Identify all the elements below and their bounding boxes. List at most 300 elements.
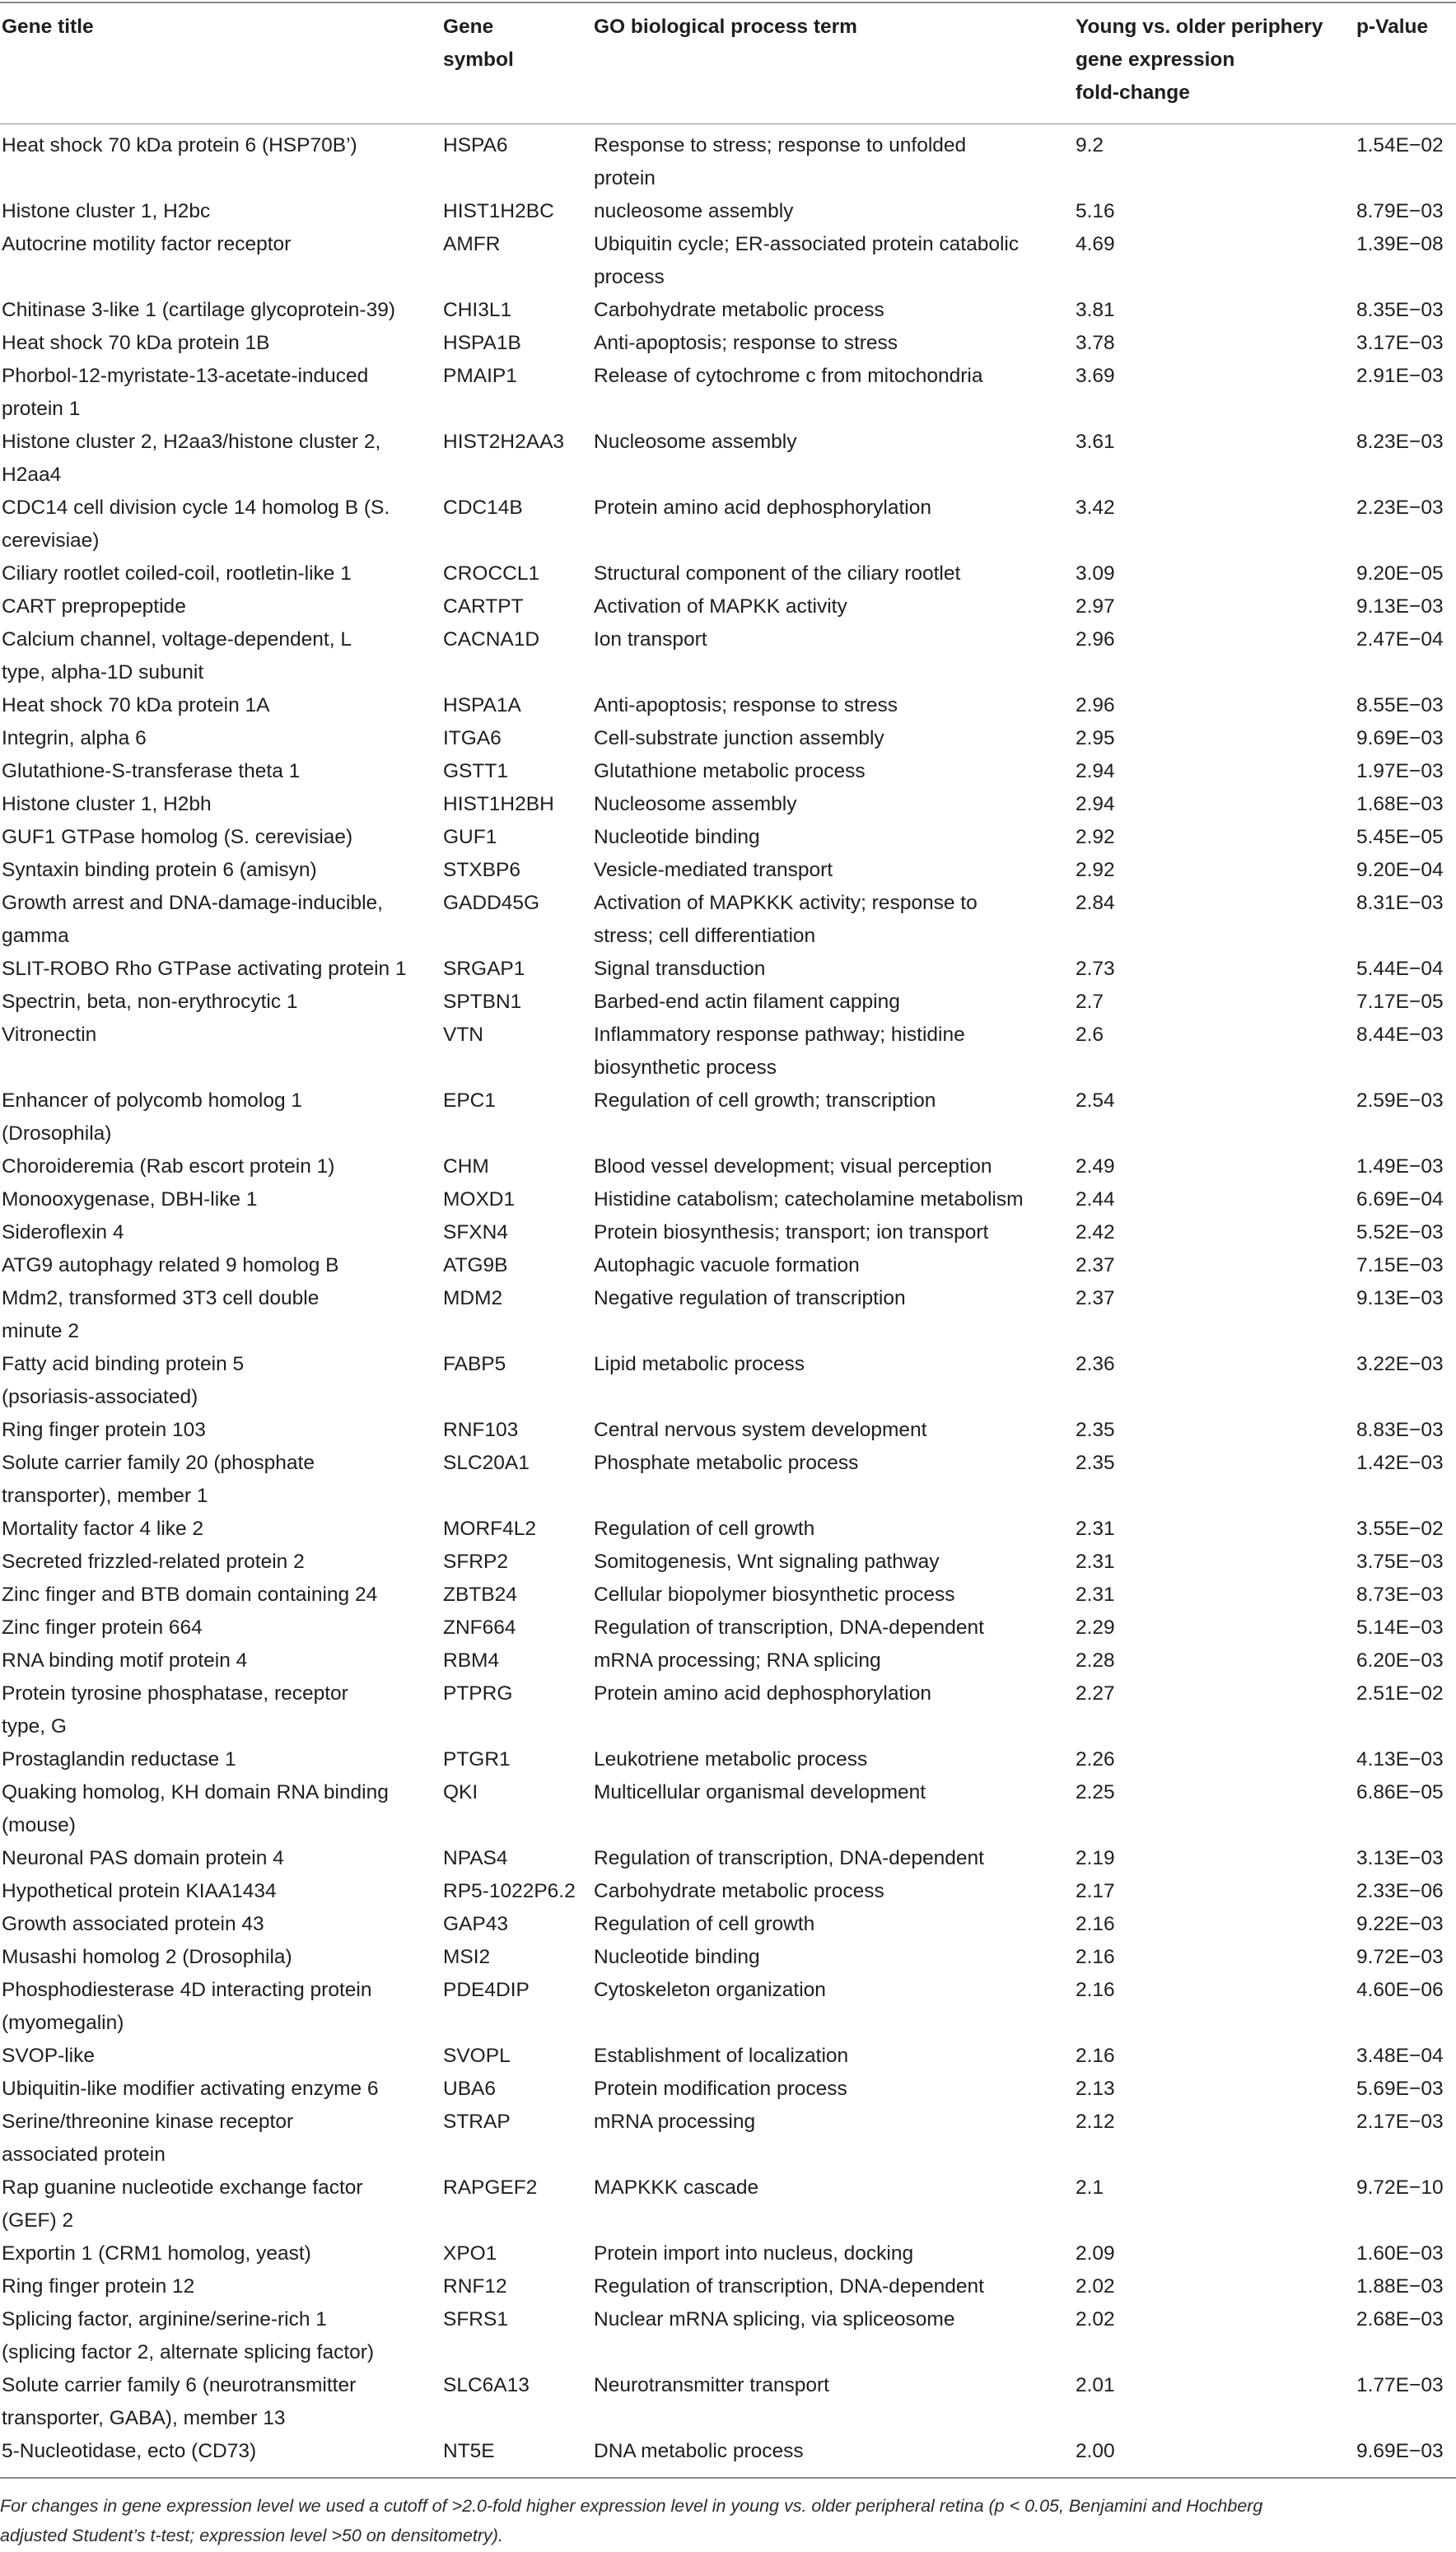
- go-term-cell-line: Establishment of localization: [594, 2045, 849, 2067]
- fold-change-cell-line: 2.31: [1076, 1518, 1115, 1540]
- fold-change-cell-line: 2.49: [1076, 1155, 1115, 1178]
- go-term-cell: [594, 1579, 954, 1612]
- gene-symbol-cell: [443, 1249, 508, 1282]
- gene-title-cell: [2, 1150, 334, 1183]
- p-value-cell-line: 9.69E−03: [1356, 727, 1444, 749]
- go-term-cell: [594, 2369, 829, 2402]
- gene-title-cell: [2, 887, 383, 953]
- gene-symbol-cell: [443, 788, 554, 821]
- gene-title-cell-line: Mdm2, transformed 3T3 cell double: [2, 1287, 320, 1309]
- p-value-cell: [1356, 492, 1444, 525]
- gene-symbol-cell-line: NT5E: [443, 2440, 495, 2462]
- p-value-cell: [1356, 2237, 1444, 2270]
- gene-symbol-cell-line: GUF1: [443, 826, 497, 848]
- go-term-cell-line: Cellular biopolymer biosynthetic process: [594, 1584, 955, 1606]
- go-term-cell: [594, 294, 884, 327]
- fold-change-cell-line: 2.92: [1076, 826, 1115, 848]
- gene-symbol-cell: [443, 953, 525, 986]
- gene-symbol-cell: [443, 1216, 508, 1249]
- gene-title-cell-line: transporter, GABA), member 13: [2, 2407, 286, 2429]
- fold-change-cell: [1076, 1908, 1115, 1941]
- fold-change-cell-line: 2.31: [1076, 1584, 1115, 1606]
- fold-change-cell-line: 2.37: [1076, 1254, 1115, 1276]
- p-value-cell: [1356, 1282, 1444, 1315]
- fold-change-cell-line: 2.42: [1076, 1221, 1115, 1243]
- p-value-cell: [1356, 1183, 1444, 1216]
- table-footnote: For changes in gene expression level we used a cutoff of >2.0-fold higher expression level in young vs. older peripheral retina (p < 0.05, Benjamini and Hochberg: [0, 2496, 1263, 2516]
- fold-change-cell: [1076, 2237, 1115, 2270]
- gene-title-cell: [2, 1941, 292, 1974]
- gene-symbol-cell: [443, 722, 502, 755]
- gene-title-cell: [2, 1183, 258, 1216]
- gene-symbol-cell-line: HIST2H2AA3: [443, 431, 565, 453]
- go-term-cell-line: mRNA processing; RNA splicing: [594, 1649, 881, 1672]
- fold-change-cell: [1076, 360, 1115, 393]
- fold-change-cell: [1076, 2040, 1115, 2073]
- gene-title-cell: [2, 623, 352, 689]
- go-term-cell-line: Leukotriene metabolic process: [594, 1748, 868, 1771]
- gene-title-cell: [2, 1974, 371, 2040]
- p-value-cell-line: 8.55E−03: [1356, 694, 1444, 716]
- gene-title-cell: [2, 2237, 311, 2270]
- fold-change-cell-line: 4.69: [1076, 233, 1115, 255]
- p-value-cell-line: 9.22E−03: [1356, 1913, 1444, 1935]
- header-go-term-line: GO biological process term: [594, 16, 857, 38]
- p-value-cell: [1356, 1743, 1444, 1776]
- gene-title-cell-line: Integrin, alpha 6: [2, 727, 147, 749]
- fold-change-cell: [1076, 1612, 1115, 1645]
- gene-title-cell: [2, 2073, 379, 2106]
- p-value-cell: [1356, 590, 1444, 623]
- fold-change-cell: [1076, 1019, 1104, 1052]
- gene-title-cell-line: Musashi homolog 2 (Drosophila): [2, 1946, 292, 1968]
- gene-symbol-cell-line: HIST1H2BC: [443, 200, 554, 222]
- fold-change-cell: [1076, 2073, 1115, 2106]
- header-fold-change-line: gene expression: [1076, 49, 1235, 71]
- p-value-cell-line: 9.72E−10: [1356, 2176, 1444, 2199]
- gene-title-cell-line: Solute carrier family 6 (neurotransmitter: [2, 2374, 357, 2396]
- go-term-cell: [594, 1348, 805, 1381]
- gene-title-cell-line: Glutathione-S-transferase theta 1: [2, 760, 301, 782]
- gene-symbol-cell: [443, 1612, 516, 1645]
- go-term-cell: [594, 1842, 984, 1875]
- gene-title-cell: [2, 1414, 206, 1447]
- fold-change-cell-line: 2.31: [1076, 1551, 1115, 1573]
- fold-change-cell-line: 2.96: [1076, 628, 1115, 651]
- go-term-cell-line: Response to stress; response to unfolded: [594, 134, 967, 156]
- p-value-cell: [1356, 2172, 1444, 2204]
- fold-change-cell: [1076, 228, 1115, 261]
- table-bottom-rule: [0, 2477, 1456, 2479]
- fold-change-cell-line: 3.61: [1076, 431, 1115, 453]
- p-value-cell-line: 6.20E−03: [1356, 1649, 1444, 1672]
- gene-title-cell-line: SLIT-ROBO Rho GTPase activating protein 1: [2, 958, 407, 980]
- gene-symbol-cell: [443, 2303, 508, 2336]
- gene-title-cell-line: 5-Nucleotidase, ecto (CD73): [2, 2440, 257, 2462]
- go-term-cell-line: DNA metabolic process: [594, 2440, 804, 2462]
- gene-symbol-cell: [443, 558, 539, 590]
- go-term-cell-line: Barbed-end actin filament capping: [594, 991, 900, 1013]
- gene-symbol-cell: [443, 1546, 508, 1579]
- gene-title-cell: [2, 2172, 363, 2237]
- gene-title-cell: [2, 294, 395, 327]
- p-value-cell-line: 3.17E−03: [1356, 332, 1444, 354]
- fold-change-cell: [1076, 1579, 1115, 1612]
- fold-change-cell: [1076, 2172, 1104, 2204]
- gene-title-cell: [2, 2106, 293, 2172]
- p-value-cell-line: 4.13E−03: [1356, 1748, 1444, 1771]
- p-value-cell: [1356, 558, 1444, 590]
- gene-symbol-cell: [443, 2369, 530, 2402]
- gene-symbol-cell-line: CHI3L1: [443, 299, 512, 321]
- p-value-cell: [1356, 722, 1444, 755]
- gene-symbol-cell: [443, 2106, 511, 2139]
- go-term-cell: [594, 1414, 926, 1447]
- p-value-cell: [1356, 195, 1444, 228]
- gene-title-cell-line: (GEF) 2: [2, 2209, 74, 2232]
- go-term-cell: [594, 2073, 847, 2106]
- p-value-cell: [1356, 2106, 1444, 2139]
- gene-title-cell: [2, 492, 390, 558]
- gene-symbol-cell-line: PDE4DIP: [443, 1979, 530, 2001]
- fold-change-cell: [1076, 1414, 1115, 1447]
- go-term-cell: [594, 1282, 906, 1315]
- fold-change-cell-line: 3.81: [1076, 299, 1115, 321]
- gene-title-cell-line: CDC14 cell division cycle 14 homolog B (S.: [2, 497, 390, 519]
- fold-change-cell-line: 2.16: [1076, 1946, 1115, 1968]
- go-term-cell-line: Somitogenesis, Wnt signaling pathway: [594, 1551, 940, 1573]
- p-value-cell: [1356, 360, 1444, 393]
- gene-title-cell: [2, 1249, 339, 1282]
- p-value-cell-line: 5.45E−05: [1356, 826, 1444, 848]
- fold-change-cell: [1076, 1941, 1115, 1974]
- fold-change-cell: [1076, 1974, 1115, 2007]
- go-term-cell: [594, 1249, 860, 1282]
- gene-title-cell-line: Histone cluster 2, H2aa3/histone cluster 2,: [2, 431, 381, 453]
- fold-change-cell-line: 2.6: [1076, 1024, 1104, 1046]
- p-value-cell-line: 8.73E−03: [1356, 1584, 1444, 1606]
- p-value-cell: [1356, 788, 1444, 821]
- go-term-cell: [594, 1743, 867, 1776]
- fold-change-cell: [1076, 1842, 1115, 1875]
- go-term-cell: [594, 1447, 858, 1480]
- gene-title-cell-line: Spectrin, beta, non-erythrocytic 1: [2, 991, 298, 1013]
- gene-title-cell-line: (Drosophila): [2, 1122, 112, 1145]
- gene-symbol-cell: [443, 1447, 530, 1480]
- gene-title-cell-line: Serine/threonine kinase receptor: [2, 2111, 294, 2133]
- go-term-cell-line: Histidine catabolism; catecholamine metabolism: [594, 1188, 1024, 1211]
- fold-change-cell-line: 2.96: [1076, 694, 1115, 716]
- gene-symbol-cell: [443, 755, 508, 788]
- fold-change-cell-line: 2.92: [1076, 859, 1115, 881]
- gene-symbol-cell-line: QKI: [443, 1781, 478, 1803]
- fold-change-cell-line: 2.02: [1076, 2308, 1115, 2330]
- p-value-cell-line: 9.20E−05: [1356, 562, 1444, 585]
- gene-title-cell-line: Ring finger protein 103: [2, 1419, 206, 1441]
- gene-title-cell-line: Choroideremia (Rab escort protein 1): [2, 1155, 335, 1178]
- gene-title-cell-line: Splicing factor, arginine/serine-rich 1: [2, 2308, 327, 2330]
- gene-symbol-cell: [443, 1875, 576, 1908]
- go-term-cell-line: Regulation of transcription, DNA-dependent: [594, 2275, 984, 2298]
- gene-symbol-cell: [443, 1183, 515, 1216]
- gene-title-cell: [2, 755, 300, 788]
- go-term-cell-line: Nucleosome assembly: [594, 793, 797, 815]
- gene-title-cell-line: associated protein: [2, 2144, 166, 2166]
- p-value-cell: [1356, 1579, 1444, 1612]
- fold-change-cell: [1076, 2106, 1115, 2139]
- table-top-rule: [0, 2, 1456, 3]
- p-value-cell: [1356, 887, 1444, 920]
- go-term-cell-line: Glutathione metabolic process: [594, 760, 866, 782]
- gene-title-cell: [2, 1019, 96, 1052]
- p-value-cell-line: 3.55E−02: [1356, 1518, 1444, 1540]
- p-value-cell: [1356, 1019, 1444, 1052]
- fold-change-cell: [1076, 129, 1104, 162]
- go-term-cell: [594, 228, 1019, 294]
- go-term-cell-line: Regulation of transcription, DNA-dependent: [594, 1617, 984, 1639]
- go-term-cell-line: Release of cytochrome c from mitochondria: [594, 365, 983, 387]
- header-gene-symbol-line: symbol: [443, 49, 514, 71]
- go-term-cell-line: Anti-apoptosis; response to stress: [594, 332, 898, 354]
- p-value-cell-line: 1.54E−02: [1356, 134, 1444, 156]
- fold-change-cell-line: 2.84: [1076, 892, 1115, 914]
- fold-change-cell-line: 2.28: [1076, 1649, 1115, 1672]
- go-term-cell: [594, 2303, 954, 2336]
- gene-title-cell-line: RNA binding motif protein 4: [2, 1649, 248, 1672]
- gene-symbol-cell: [443, 492, 523, 525]
- table-footnote: adjusted Student’s t-test; expression level >50 on densitometry).: [0, 2526, 503, 2545]
- go-term-cell: [594, 854, 833, 887]
- fold-change-cell-line: 9.2: [1076, 134, 1104, 156]
- p-value-cell: [1356, 1546, 1444, 1579]
- go-term-cell: [594, 1150, 992, 1183]
- gene-title-cell: [2, 722, 147, 755]
- fold-change-cell-line: 3.78: [1076, 332, 1115, 354]
- gene-title-cell: [2, 788, 212, 821]
- p-value-cell: [1356, 1645, 1444, 1677]
- go-term-cell-line: Protein import into nucleus, docking: [594, 2242, 914, 2265]
- p-value-cell-line: 8.83E−03: [1356, 1419, 1444, 1441]
- go-term-cell-line: Inflammatory response pathway; histidine: [594, 1024, 965, 1046]
- gene-title-cell: [2, 558, 352, 590]
- gene-symbol-cell-line: RP5-1022P6.2: [443, 1880, 576, 1902]
- go-term-cell-line: process: [594, 266, 665, 288]
- go-term-cell: [594, 1974, 826, 2007]
- fold-change-cell: [1076, 953, 1115, 986]
- go-term-cell: [594, 788, 796, 821]
- gene-symbol-cell: [443, 2435, 495, 2468]
- fold-change-cell: [1076, 1875, 1115, 1908]
- gene-symbol-cell-line: ZBTB24: [443, 1584, 517, 1606]
- go-term-cell: [594, 689, 898, 722]
- go-term-cell-line: Lipid metabolic process: [594, 1353, 805, 1375]
- gene-title-cell: [2, 2303, 374, 2369]
- gene-symbol-cell: [443, 1579, 517, 1612]
- gene-symbol-cell-line: SFRP2: [443, 1551, 508, 1573]
- fold-change-cell: [1076, 788, 1115, 821]
- gene-title-cell: [2, 1612, 203, 1645]
- p-value-cell: [1356, 623, 1444, 656]
- gene-title-cell: [2, 1645, 247, 1677]
- gene-title-cell: [2, 1677, 348, 1743]
- gene-title-cell-line: cerevisiae): [2, 530, 100, 552]
- p-value-cell: [1356, 1974, 1444, 2007]
- fold-change-cell-line: 2.94: [1076, 793, 1115, 815]
- go-term-cell: [594, 492, 931, 525]
- p-value-cell-line: 1.97E−03: [1356, 760, 1444, 782]
- gene-title-cell: [2, 1579, 377, 1612]
- gene-title-cell-line: Mortality factor 4 like 2: [2, 1518, 204, 1540]
- p-value-cell-line: 9.13E−03: [1356, 1287, 1444, 1309]
- gene-title-cell-line: Phorbol-12-myristate-13-acetate-induced: [2, 365, 369, 387]
- gene-title-cell-line: Hypothetical protein KIAA1434: [2, 1880, 277, 1902]
- gene-symbol-cell-line: SFRS1: [443, 2308, 508, 2330]
- gene-title-cell-line: Calcium channel, voltage-dependent, L: [2, 628, 352, 651]
- gene-symbol-cell-line: ITGA6: [443, 727, 502, 749]
- gene-title-cell-line: (splicing factor 2, alternate splicing factor): [2, 2341, 375, 2363]
- go-term-cell-line: biosynthetic process: [594, 1057, 777, 1079]
- p-value-cell-line: 5.69E−03: [1356, 2078, 1444, 2100]
- p-value-cell: [1356, 129, 1444, 162]
- fold-change-cell: [1076, 1216, 1115, 1249]
- fold-change-cell: [1076, 1743, 1115, 1776]
- gene-title-cell-line: Chitinase 3-like 1 (cartilage glycoprotein-39): [2, 299, 395, 321]
- gene-symbol-cell-line: RNF103: [443, 1419, 519, 1441]
- p-value-cell-line: 1.68E−03: [1356, 793, 1444, 815]
- gene-title-cell: [2, 327, 270, 360]
- go-term-cell: [594, 2435, 804, 2468]
- gene-symbol-cell-line: ATG9B: [443, 1254, 508, 1276]
- gene-title-cell: [2, 1743, 236, 1776]
- go-term-cell-line: Activation of MAPKKK activity; response to: [594, 892, 978, 914]
- gene-symbol-cell: [443, 1776, 478, 1809]
- fold-change-cell: [1076, 2270, 1115, 2303]
- p-value-cell-line: 4.60E−06: [1356, 1979, 1444, 2001]
- go-term-cell: [594, 1776, 926, 1809]
- gene-symbol-cell: [443, 195, 554, 228]
- go-term-cell: [594, 129, 966, 195]
- go-term-cell: [594, 1085, 936, 1117]
- fold-change-cell-line: 3.09: [1076, 562, 1115, 585]
- gene-symbol-cell-line: GAP43: [443, 1913, 508, 1935]
- go-term-cell: [594, 1645, 881, 1677]
- go-term-cell-line: Cell-substrate junction assembly: [594, 727, 884, 749]
- p-value-cell: [1356, 1249, 1444, 1282]
- gene-title-cell-line: (mouse): [2, 1814, 76, 1836]
- p-value-cell: [1356, 1085, 1444, 1117]
- gene-symbol-cell: [443, 887, 539, 920]
- fold-change-cell: [1076, 1150, 1115, 1183]
- gene-title-cell-line: Quaking homolog, KH domain RNA binding: [2, 1781, 389, 1803]
- gene-symbol-cell-line: STXBP6: [443, 859, 520, 881]
- gene-symbol-cell: [443, 129, 508, 162]
- gene-title-cell-line: gamma: [2, 925, 69, 947]
- fold-change-cell: [1076, 195, 1115, 228]
- gene-symbol-cell: [443, 623, 539, 656]
- fold-change-cell-line: 2.01: [1076, 2374, 1115, 2396]
- gene-title-cell: [2, 1282, 319, 1348]
- gene-title-cell: [2, 1776, 389, 1842]
- p-value-cell: [1356, 1447, 1444, 1480]
- gene-symbol-cell: [443, 1645, 499, 1677]
- header-p-value-line: p-Value: [1356, 16, 1429, 38]
- p-value-cell-line: 1.60E−03: [1356, 2242, 1444, 2265]
- gene-symbol-cell: [443, 1842, 508, 1875]
- fold-change-cell-line: 2.54: [1076, 1089, 1115, 1112]
- go-term-cell: [594, 1019, 965, 1085]
- gene-symbol-cell-line: VTN: [443, 1024, 483, 1046]
- p-value-cell: [1356, 294, 1444, 327]
- gene-symbol-cell-line: HSPA1A: [443, 694, 521, 716]
- go-term-cell: [594, 426, 796, 459]
- gene-symbol-cell-line: STRAP: [443, 2111, 511, 2133]
- gene-symbol-cell-line: SVOPL: [443, 2045, 511, 2067]
- fold-change-cell: [1076, 1513, 1115, 1546]
- fold-change-cell: [1076, 1183, 1115, 1216]
- gene-symbol-cell: [443, 327, 521, 360]
- gene-symbol-cell-line: CACNA1D: [443, 628, 540, 651]
- fold-change-cell-line: 2.19: [1076, 1847, 1115, 1869]
- gene-symbol-cell: [443, 2237, 497, 2270]
- fold-change-cell: [1076, 294, 1115, 327]
- p-value-cell-line: 2.68E−03: [1356, 2308, 1444, 2330]
- go-term-cell-line: stress; cell differentiation: [594, 925, 816, 947]
- gene-symbol-cell: [443, 1941, 490, 1974]
- gene-title-cell-line: Ring finger protein 12: [2, 2275, 195, 2298]
- go-term-cell-line: Carbohydrate metabolic process: [594, 299, 884, 321]
- fold-change-cell-line: 2.37: [1076, 1287, 1115, 1309]
- gene-symbol-cell: [443, 1150, 489, 1183]
- gene-title-cell: [2, 1875, 277, 1908]
- gene-symbol-cell-line: HIST1H2BH: [443, 793, 554, 815]
- gene-title-cell: [2, 1546, 305, 1579]
- gene-title-cell-line: type, G: [2, 1715, 67, 1738]
- fold-change-cell-line: 2.16: [1076, 1913, 1115, 1935]
- go-term-cell-line: Autophagic vacuole formation: [594, 1254, 860, 1276]
- p-value-cell-line: 8.31E−03: [1356, 892, 1444, 914]
- gene-title-cell-line: ATG9 autophagy related 9 homolog B: [2, 1254, 339, 1276]
- p-value-cell: [1356, 1875, 1444, 1908]
- header-gene-symbol-line: Gene: [443, 16, 494, 38]
- gene-title-cell: [2, 228, 291, 261]
- fold-change-cell-line: 2.16: [1076, 2045, 1115, 2067]
- go-term-cell-line: Vesicle-mediated transport: [594, 859, 833, 881]
- go-term-cell-line: Central nervous system development: [594, 1419, 927, 1441]
- go-term-cell: [594, 1875, 884, 1908]
- gene-title-cell-line: CART prepropeptide: [2, 595, 186, 618]
- go-term-cell-line: Nuclear mRNA splicing, via spliceosome: [594, 2308, 955, 2330]
- gene-title-cell-line: Ciliary rootlet coiled-coil, rootletin-like 1: [2, 562, 352, 585]
- header-p-value: [1356, 11, 1428, 44]
- go-term-cell: [594, 1612, 984, 1645]
- p-value-cell: [1356, 953, 1444, 986]
- gene-title-cell-line: Exportin 1 (CRM1 homolog, yeast): [2, 2242, 311, 2265]
- gene-symbol-cell-line: CHM: [443, 1155, 489, 1178]
- gene-title-cell: [2, 1348, 244, 1414]
- go-term-cell-line: Protein amino acid dephosphorylation: [594, 1682, 931, 1705]
- go-term-cell-line: Regulation of transcription, DNA-dependent: [594, 1847, 984, 1869]
- gene-title-cell: [2, 2435, 256, 2468]
- go-term-cell: [594, 195, 793, 228]
- p-value-cell-line: 5.52E−03: [1356, 1221, 1444, 1243]
- fold-change-cell-line: 2.09: [1076, 2242, 1115, 2265]
- gene-title-cell-line: Zinc finger protein 664: [2, 1617, 203, 1639]
- gene-symbol-cell: [443, 426, 564, 459]
- p-value-cell-line: 7.15E−03: [1356, 1254, 1444, 1276]
- gene-symbol-cell-line: RAPGEF2: [443, 2176, 538, 2199]
- header-fold-change: [1076, 11, 1323, 110]
- p-value-cell-line: 2.17E−03: [1356, 2111, 1444, 2133]
